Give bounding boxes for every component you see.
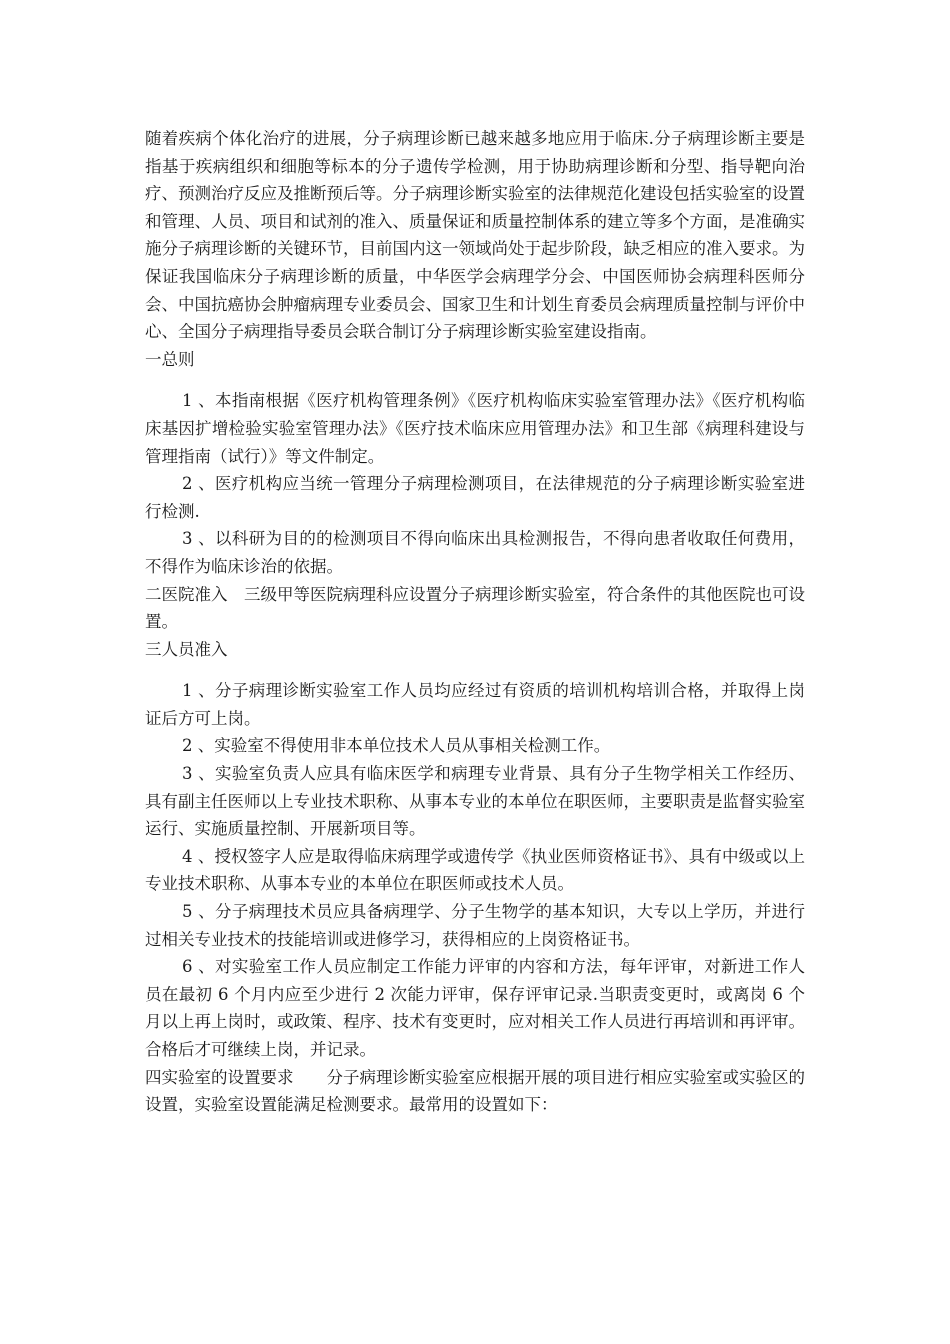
section-heading-personnel: 三人员准入 [145, 639, 228, 659]
general-item-3: 3 、以科研为目的的检测项目不得向临床出具检测报告，不得向患者收取任何费用，不得作为临床诊治的依据。 [145, 529, 805, 576]
document-page [145, 125, 805, 1119]
personnel-item-2: 2 、实验室不得使用非本单位技术人员从事相关检测工作。 [182, 736, 611, 756]
section-hospital-access: 二医院准入 三级甲等医院病理科应设置分子病理诊断实验室，符合条件的其他医院也可设置。 [145, 584, 805, 632]
personnel-item-3: 3 、实验室负责人应具有临床医学和病理专业背景、具有分子生物学相关工作经历、具有副主任医师以上专业技术职称、从事本专业的本单位在职医师，主要职责是监督实验室运行、实施质量控制、开展新项目等。 [145, 764, 805, 839]
personnel-item-1: 1 、分子病理诊断实验室工作人员均应经过有资质的培训机构培训合格，并取得上岗证后方可上岗。 [145, 681, 805, 728]
general-item-2: 2 、医疗机构应当统一管理分子病理检测项目，在法律规范的分子病理诊断实验室进行检测. [145, 474, 805, 521]
spacer [145, 663, 805, 677]
personnel-item-4: 4 、授权签字人应是取得临床病理学或遗传学《执业医师资格证书》、具有中级或以上专业技术职称、从事本专业的本单位在职医师或技术人员。 [145, 846, 805, 894]
general-item-1: 1 、本指南根据《医疗机构管理条例》《医疗机构临床实验室管理办法》《医疗机构临床基因扩增检验实验室管理办法》《医疗技术临床应用管理办法》和卫生部《病理科建设与管理指南（试行）》等文件制定。 [145, 391, 805, 466]
section-lab-setup: 四实验室的设置要求 分子病理诊断实验室应根据开展的项目进行相应实验室或实验区的设置，实验室设置能满足检测要求。最常用的设置如下： [145, 1067, 805, 1115]
intro-paragraph: 随着疾病个体化治疗的进展，分子病理诊断已越来越多地应用于临床.分子病理诊断主要是指基于疾病组织和细胞等标本的分子遗传学检测，用于协助病理诊断和分型、指导靶向治疗、预测治疗反应及推断预后等。分子病理诊断实验室的法律规范化建设包括实验室的设置和管理、人员、项目和试剂的准入、质量保证和质量控制体系的建立等多个方面，是准确实施分子病理诊断的关键环节，目前国内这一领域尚处于起步阶段，缺乏相应的准入要求。为保证我国临床分子病理诊断的质量，中华医学会病理学分会、中国医师协会病理科医师分会、中国抗癌协会肿瘤病理专业委员会、国家卫生和计划生育委员会病理质量控制与评价中心、全国分子病理指导委员会联合制订分子病理诊断实验室建设指南。 [145, 129, 805, 342]
personnel-item-6: 6 、对实验室工作人员应制定工作能力评审的内容和方法，每年评审，对新进工作人员在最初 6 个月内应至少进行 2 次能力评审，保存评审记录.当职责变更时，或离岗 6 个月以上再上岗时，或政策、程序、技术有变更时，应对相关工作人员进行再培训和再评审。合格后才可继续上岗，并记录。 [145, 957, 805, 1059]
personnel-item-5: 5 、分子病理技术员应具备病理学、分子生物学的基本知识，大专以上学历，并进行过相关专业技术的技能培训或进修学习，获得相应的上岗资格证书。 [145, 902, 805, 949]
spacer [145, 373, 805, 387]
section-heading-general: 一总则 [145, 349, 195, 369]
